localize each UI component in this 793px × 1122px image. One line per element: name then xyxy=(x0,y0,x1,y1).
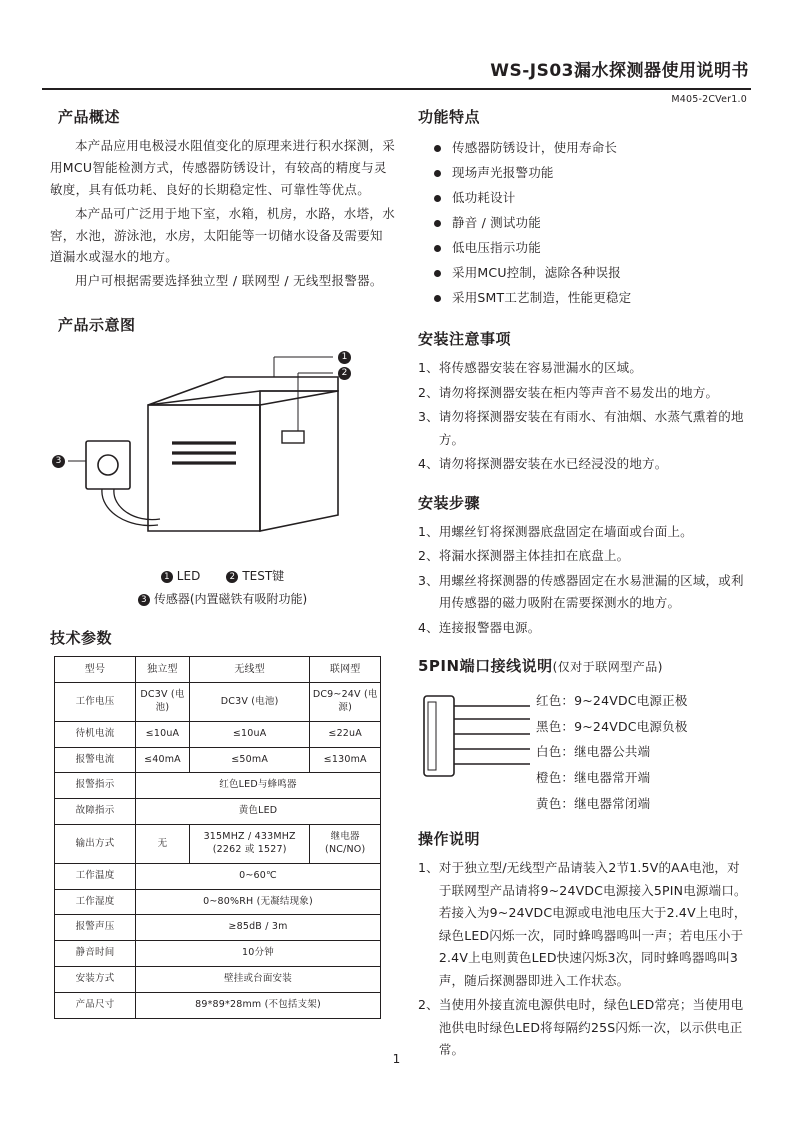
row-label: 产品尺寸 xyxy=(55,992,136,1018)
item-number: 2、 xyxy=(418,548,439,563)
item-text: 当使用外接直流电源供电时，绿色LED常亮；当使用电池供电时绿色LED将每隔约25S闪烁一次，以示供电正 常。 xyxy=(438,997,744,1057)
pin-legend-item: 橙色：继电器常开端 xyxy=(536,769,651,785)
row-cell: 89*89*28mm (不包括支架) xyxy=(136,992,381,1018)
legend-label-test: TEST键 xyxy=(242,569,285,584)
table-row xyxy=(55,747,381,773)
pin-connector-diagram xyxy=(418,684,748,834)
document-version: M405-2CVer1.0 xyxy=(671,94,747,105)
table-row xyxy=(55,799,381,825)
table-header-cell-2: 无线型 xyxy=(189,656,309,683)
list-item xyxy=(418,521,748,544)
legend-marker-1: 1 xyxy=(161,571,173,583)
row-cell: ≤22uA xyxy=(310,721,381,747)
page-sheet xyxy=(28,28,765,1094)
row-cell: ≤40mA xyxy=(136,747,190,773)
pin-heading-note: (仅对于联网型产品) xyxy=(552,660,663,674)
item-text: 将传感器安装在容易泄漏水的区域。 xyxy=(438,360,643,375)
table-row xyxy=(55,941,381,967)
section-heading-features: 功能特点 xyxy=(418,108,481,126)
row-cell: ≤10uA xyxy=(189,721,309,747)
table-row xyxy=(55,966,381,992)
legend-label-led: LED xyxy=(176,569,201,584)
section-heading-operation: 操作说明 xyxy=(418,830,481,848)
table-row xyxy=(55,825,381,864)
row-cell: ≤10uA xyxy=(136,721,190,747)
overview-paragraph-1: 本产品应用电极浸水阻值变化的原理来进行积水探测，采用MCU智能检测方式，传感器防锈设计，有较高的精度与灵敏度，具有低功耗、良好的长期稳定性、可靠性等优点。 xyxy=(50,138,396,197)
list-item xyxy=(418,570,748,615)
pin-legend-item: 红色：9~24VDC电源正极 xyxy=(536,693,688,708)
row-cell: 0~80%RH (无凝结现象) xyxy=(136,889,381,915)
list-item xyxy=(418,545,748,568)
item-text: 对于独立型/无线型产品请装入2节1.5V的AA电池，对于联网型产品请将9~24VDC电源接入5PIN电源端口。若接入为9~24VDC电源或电池电压大于2.4V上电时，绿色LED闪烁一次，同时蜂鸣器鸣叫一声；若电压小于2.4V上电则黄色LED快速闪烁3次，同时蜂鸣器鸣叫3声，随后探测器即进入工作状态。 xyxy=(438,860,747,988)
table-row xyxy=(55,773,381,799)
row-cell: DC3V (电池) xyxy=(189,683,309,722)
table-row xyxy=(55,863,381,889)
install-notice-list xyxy=(418,357,748,476)
row-cell: 315MHZ / 433MHZ (2262 或 1527) xyxy=(189,825,309,864)
table-row xyxy=(55,915,381,941)
item-number: 2、 xyxy=(418,384,439,400)
operation-list xyxy=(418,857,748,1062)
overview-paragraph-2: 本产品可广泛用于地下室，水箱，机房，水路，水塔，水窖，水池，游泳池，水房，太阳能等一切储水设备及需要知道漏水或湿水的地方。 xyxy=(50,205,396,265)
list-item xyxy=(418,857,748,992)
row-cell: DC9~24V (电源) xyxy=(310,683,381,722)
item-number: 1、 xyxy=(418,523,439,539)
item-text: 连接报警器电源。 xyxy=(438,619,541,635)
list-item xyxy=(418,406,748,451)
pin-heading-text: 5PIN端口接线说明 xyxy=(418,657,553,675)
callout-2: 2 xyxy=(338,367,351,380)
row-cell: 黄色LED xyxy=(136,799,381,825)
item-number: 3、 xyxy=(418,409,439,424)
item-number: 4、 xyxy=(418,619,439,635)
pin-legend-item: 白色：继电器公共端 xyxy=(536,744,651,760)
install-steps-list xyxy=(418,521,748,640)
row-cell: 10分钟 xyxy=(136,941,381,967)
section-heading-pin xyxy=(418,655,748,676)
item-number: 3、 xyxy=(418,572,439,588)
callout-1: 1 xyxy=(338,351,351,364)
legend-label-sensor: 传感器(内置磁铁有吸附功能) xyxy=(153,591,308,606)
table-header-row xyxy=(55,656,381,683)
row-label: 故障指示 xyxy=(55,799,136,825)
section-heading-install-notice: 安装注意事项 xyxy=(418,330,512,348)
section-heading-diagram: 产品示意图 xyxy=(58,316,136,335)
header-divider xyxy=(42,88,751,90)
callout-3: 3 xyxy=(52,455,65,468)
list-item: 传感器防锈设计，使用寿命长 xyxy=(430,135,748,160)
row-label: 工作湿度 xyxy=(55,889,136,915)
list-item xyxy=(418,617,748,640)
row-label: 报警电流 xyxy=(55,747,136,773)
list-item: 低电压指示功能 xyxy=(430,235,748,260)
pin-legend-item: 黑色：9~24VDC电源负极 xyxy=(536,718,688,734)
item-text: 用螺丝钉将探测器底盘固定在墙面或台面上。 xyxy=(438,523,693,539)
row-cell: ≤130mA xyxy=(310,747,381,773)
row-label: 输出方式 xyxy=(55,825,136,864)
item-number: 1、 xyxy=(418,360,439,375)
row-label: 静音时间 xyxy=(55,941,136,967)
diagram-legend-row-1 xyxy=(50,565,395,588)
item-text: 请勿将探测器安装在水已经浸没的地方。 xyxy=(438,456,668,471)
page-number: 1 xyxy=(392,1052,401,1066)
list-item: 现场声光报警功能 xyxy=(430,160,748,185)
item-text: 将漏水探测器主体挂扣在底盘上。 xyxy=(438,548,630,563)
list-item: 低功耗设计 xyxy=(430,185,748,210)
connector-illustration-svg xyxy=(418,684,538,814)
pin-legend-item: 黄色：继电器常闭端 xyxy=(536,795,651,811)
product-diagram xyxy=(50,343,395,563)
table-header-cell-0: 型号 xyxy=(55,656,136,683)
table-row xyxy=(55,992,381,1018)
section-heading-install-steps: 安装步骤 xyxy=(418,493,481,512)
row-label: 报警声压 xyxy=(55,915,136,941)
list-item xyxy=(418,453,748,476)
table-row xyxy=(55,889,381,915)
table-row xyxy=(55,721,381,747)
list-item: 静音 / 测试功能 xyxy=(430,210,748,235)
specification-table xyxy=(54,656,381,1019)
row-cell: DC3V (电池) xyxy=(136,683,190,722)
row-label: 工作温度 xyxy=(55,863,136,889)
row-cell: ≥85dB / 3m xyxy=(136,915,381,941)
item-text: 请勿将探测器安装在柜内等声音不易发出的地方。 xyxy=(438,384,719,400)
row-cell: 0~60℃ xyxy=(136,863,381,889)
features-list xyxy=(430,135,748,310)
left-column xyxy=(50,106,395,1019)
item-number: 1、 xyxy=(418,860,439,875)
row-label: 报警指示 xyxy=(55,773,136,799)
item-number: 4、 xyxy=(418,456,439,471)
row-cell: 继电器(NC/NO) xyxy=(310,825,381,864)
row-cell: 红色LED与蜂鸣器 xyxy=(136,773,381,799)
document-header xyxy=(42,56,751,105)
item-text: 用螺丝将探测器的传感器固定在水易泄漏的区域，或利用传感器的磁力吸附在需要探测水的地方。 xyxy=(438,572,744,610)
table-header-cell-3: 联网型 xyxy=(310,656,381,683)
row-label: 工作电压 xyxy=(55,683,136,722)
section-heading-overview: 产品概述 xyxy=(58,108,121,126)
table-header-cell-1: 独立型 xyxy=(136,656,190,683)
item-number: 2、 xyxy=(418,997,439,1012)
legend-marker-2: 2 xyxy=(226,571,238,583)
row-label: 安装方式 xyxy=(55,966,136,992)
item-text: 请勿将探测器安装在有雨水、有油烟、水蒸气熏着的地方。 xyxy=(438,409,744,447)
list-item: 采用SMT工艺制造，性能更稳定 xyxy=(430,285,748,310)
row-cell: 壁挂或台面安装 xyxy=(136,966,381,992)
list-item: 采用MCU控制，滤除各种误报 xyxy=(430,260,748,285)
diagram-legend xyxy=(50,565,395,611)
overview-paragraph-3: 用户可根据需要选择独立型 / 联网型 / 无线型报警器。 xyxy=(75,273,383,289)
row-cell: 无 xyxy=(136,825,190,864)
right-column xyxy=(418,106,748,1064)
diagram-legend-row-2 xyxy=(50,588,395,611)
legend-marker-3: 3 xyxy=(138,594,150,606)
section-heading-spec: 技术参数 xyxy=(50,628,113,647)
document-title: WS-JS03漏水探测器使用说明书 xyxy=(490,61,749,81)
row-label: 待机电流 xyxy=(55,721,136,747)
row-cell: ≤50mA xyxy=(189,747,309,773)
table-row xyxy=(55,683,381,722)
list-item xyxy=(418,357,748,380)
pin-legend-list xyxy=(536,688,688,816)
list-item xyxy=(418,382,748,405)
